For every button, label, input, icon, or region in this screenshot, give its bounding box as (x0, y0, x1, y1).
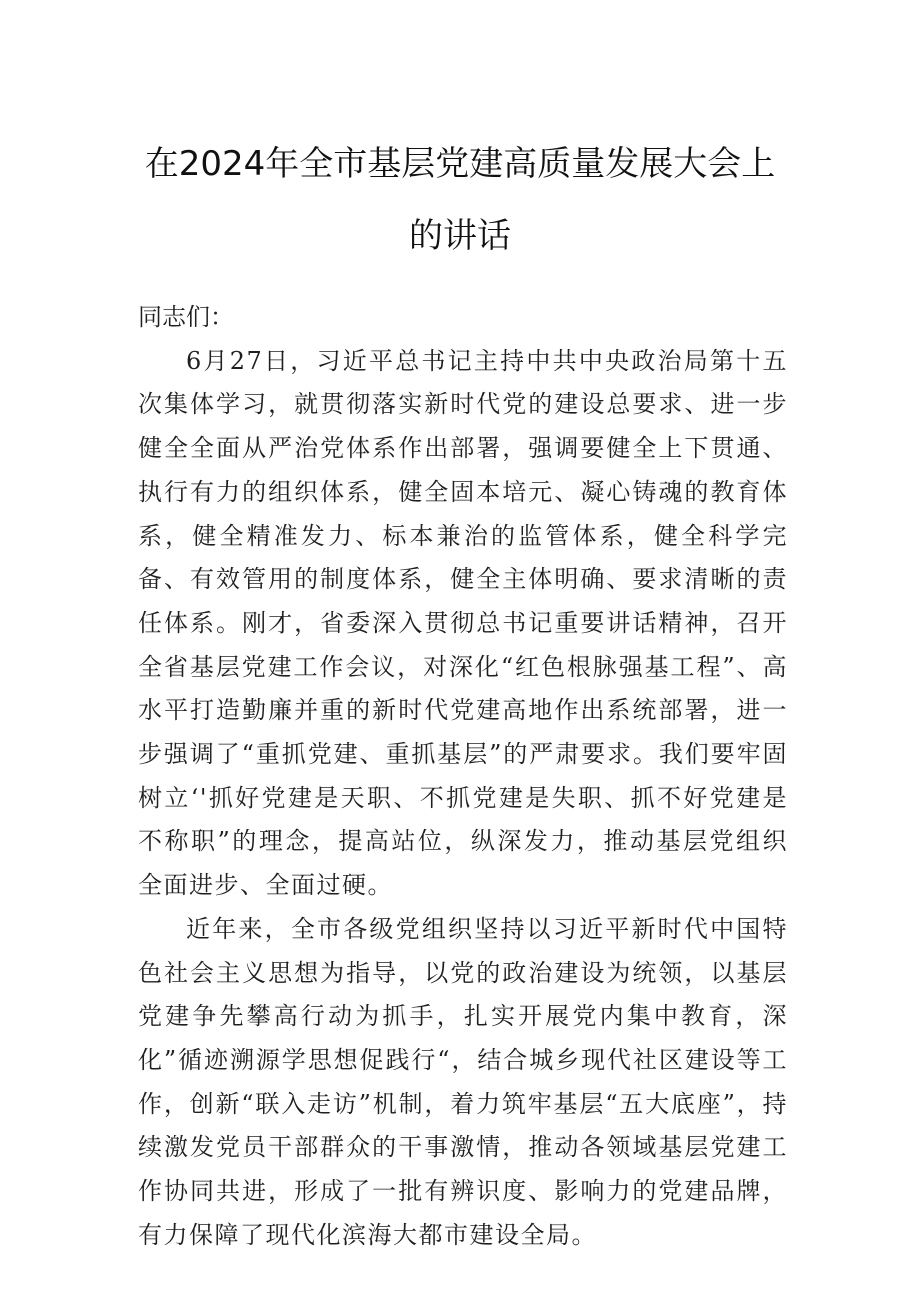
paragraph: 近年来，全市各级党组织坚持以习近平新时代中国特色社会主义思想为指导，以党的政治建设为统领，以基层党建争先攀高行动为抓手，扎实开展党内集中教育，深化”循迹溯源学思想促践行“，结合城乡现代社区建设等工作，创新“联入走访”机制，着力筑牢基层“五大底座”，持续激发党员干部群众的干事激情，推动各领域基层党建工作协同共进，形成了一批有辨识度、影响力的党建品牌，有力保障了现代化滨海大都市建设全局。 (138, 914, 788, 1249)
title-line-2: 的讲话 (409, 216, 511, 256)
document-title (100, 128, 820, 272)
document-body (138, 296, 788, 1257)
title-line-1: 在2024年全市基层党建高质量发展大会上 (144, 144, 776, 184)
salutation: 同志们： (138, 303, 234, 331)
paragraph: 6月27日，习近平总书记主持中共中央政治局第十五次集体学习，就贯彻落实新时代党的建设总要求、进一步健全全面从严治党体系作出部署，强调要健全上下贯通、执行有力的组织体系，健全固本培元、凝心铸魂的教育体系，健全精准发力、标本兼治的监管体系，健全科学完备、有效管用的制度体系，健全主体明确、要求清晰的责任体系。刚才，省委深入贯彻总书记重要讲话精神，召开全省基层党建工作会议，对深化“红色根脉强基工程”、高水平打造勤廉并重的新时代党建高地作出系统部署，进一步强调了“重抓党建、重抓基层”的严肃要求。我们要牢固树立‘'抓好党建是天职、不抓党建是失职、抓不好党建是不称职”的理念，提高站位，纵深发力，推动基层党组织全面进步、全面过硬。 (138, 346, 788, 900)
